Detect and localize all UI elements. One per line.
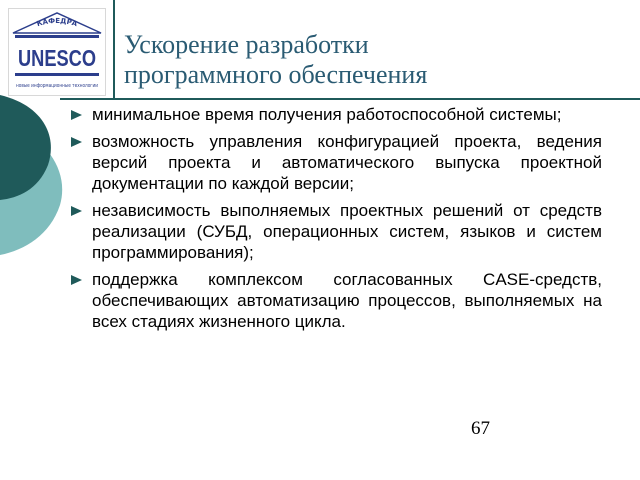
- bullet-triangle-icon: [71, 110, 82, 120]
- header-vertical-rule: [113, 0, 115, 98]
- bullet-text: поддержка комплексом согласованных CASE-средств, обеспечивающих автоматизацию процессов, выполняемых на всех стадиях жизненного цикла.: [92, 270, 602, 331]
- slide-title-line-1: Ускорение разработки: [124, 30, 369, 59]
- logo-arch-text: КАФЕДРА: [35, 16, 79, 29]
- bullet-text: возможность управления конфигурацией проекта, ведения версий проекта и автоматического выпуска проектной документации по каждой версии;: [92, 132, 602, 193]
- header-horizontal-rule: [60, 98, 640, 100]
- bullet-triangle-icon: [71, 137, 82, 147]
- logo-name: UNESCO: [18, 45, 96, 71]
- unesco-logo: [8, 8, 106, 96]
- bullet-item: [70, 131, 602, 194]
- bullet-triangle-icon: [71, 275, 82, 285]
- slide-title-line-2: программного обеспечения: [124, 60, 428, 89]
- page-number: 67: [471, 418, 490, 439]
- bullet-text: минимальное время получения работоспособной системы;: [92, 105, 562, 124]
- bullet-list: [70, 104, 602, 338]
- bullet-text: независимость выполняемых проектных решений от средств реализации (СУБД, операционных систем, языков и систем программирования);: [92, 201, 602, 262]
- slide-title: [124, 30, 624, 90]
- logo-subtitle: новые информационные технологии: [16, 83, 98, 89]
- bullet-triangle-icon: [71, 206, 82, 216]
- bullet-item: [70, 269, 602, 332]
- bullet-item: [70, 200, 602, 263]
- bullet-item: [70, 104, 602, 125]
